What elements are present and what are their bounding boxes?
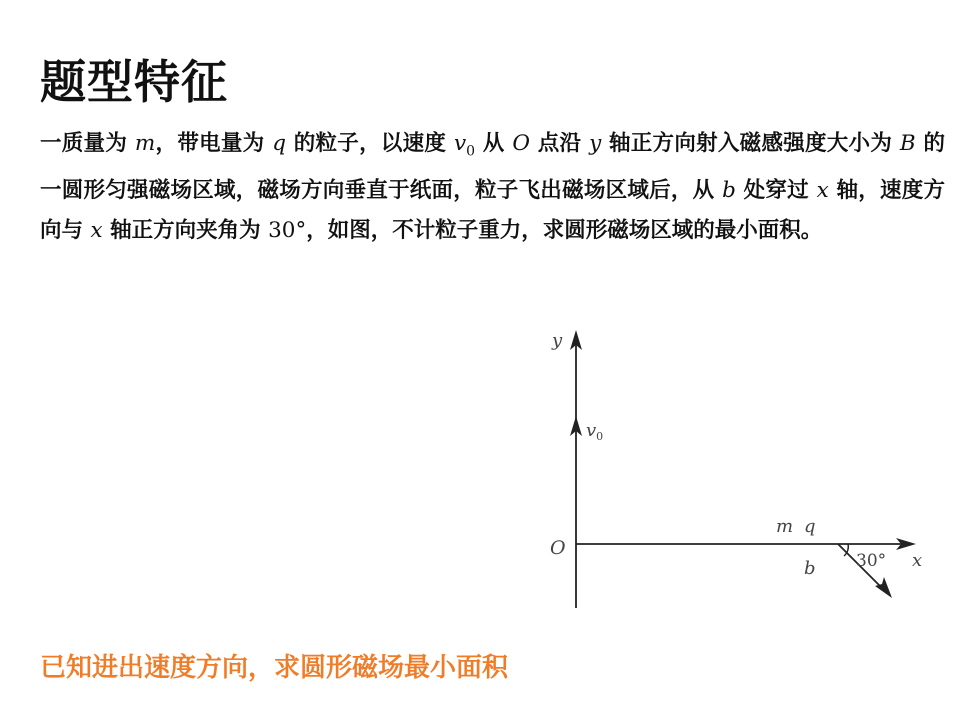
y-axis-label: y	[552, 330, 563, 351]
problem-text: 点沿	[529, 131, 590, 156]
problem-text: 从	[475, 131, 513, 156]
exit-velocity-arrowhead	[875, 577, 892, 598]
math-angle: 30°	[268, 218, 307, 244]
math-x: x	[90, 218, 103, 244]
math-m: m	[134, 131, 156, 156]
problem-text: 轴，速度方向与	[40, 178, 945, 244]
problem-text: 处穿过	[735, 178, 817, 204]
math-B: B	[899, 131, 916, 156]
math-b: b	[722, 178, 736, 204]
problem-text: 轴正方向射入磁感强度大小为	[601, 131, 900, 156]
problem-text: ，如图，不计粒子重力，求圆形磁场区域的最小面积。	[306, 218, 823, 244]
v0-label-subscript: 0	[596, 430, 604, 443]
math-q: q	[272, 131, 286, 156]
problem-text: 的一圆形匀强磁场区域，磁场方向垂直于纸面，粒子飞出磁场区域后，从	[40, 131, 945, 204]
charge-label: q	[804, 516, 816, 537]
problem-text: 一质量为	[40, 131, 135, 156]
math-y: y	[589, 131, 602, 156]
problem-statement	[40, 124, 945, 251]
angle-label: 30°	[856, 551, 887, 571]
math-v0-subscript: 0	[466, 143, 476, 160]
problem-text: 的粒子，以速度	[285, 131, 454, 156]
math-x: x	[816, 178, 829, 204]
v0-label	[586, 420, 603, 443]
physics-diagram	[520, 318, 940, 618]
problem-text: ，带电量为	[155, 131, 273, 156]
problem-text: 轴正方向夹角为	[102, 218, 269, 244]
mass-label: m	[776, 516, 794, 537]
summary-note: 已知进出速度方向，求圆形磁场最小面积	[40, 653, 509, 683]
x-axis-label: x	[912, 550, 923, 571]
origin-label: O	[550, 537, 566, 559]
point-b-label: b	[804, 558, 816, 579]
math-v0: v	[453, 131, 467, 156]
math-O: O	[512, 131, 530, 156]
slide-title: 题型特征	[40, 55, 228, 109]
v0-label-main: v	[586, 420, 597, 441]
